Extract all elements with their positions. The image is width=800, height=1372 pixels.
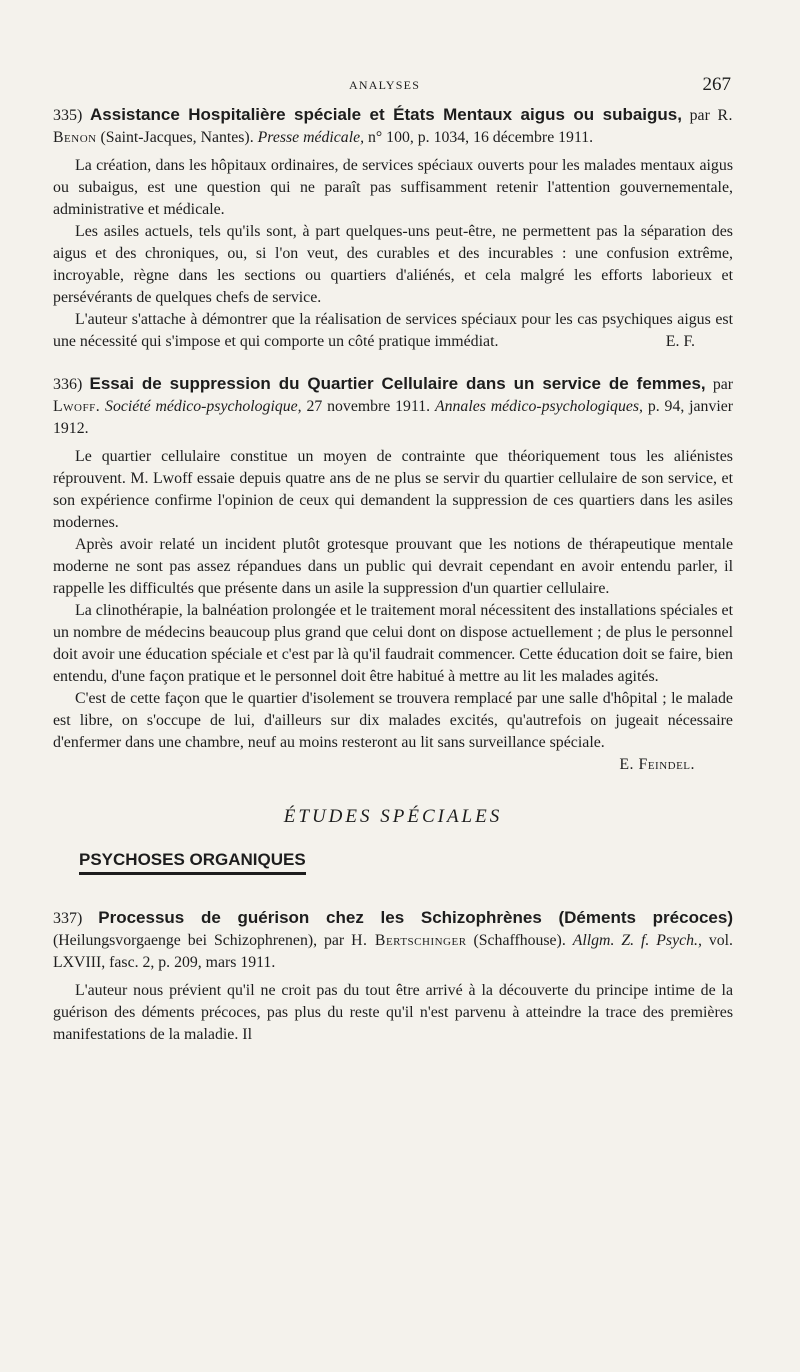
abstract-paragraph: La création, dans les hôpitaux ordinaires, de services spéciaux ouverts pour les malades mentaux aigus ou subaigus, est une question qui ne paraît pas suffisamment retenir l'attention gouvernementale, administrative et médicale. [53,157,733,218]
entry-by: par [689,107,710,124]
entry-citation-2: p. 94, janvier 1912. [53,398,734,437]
entry-journal: Allgm. Z. f. Psych., [572,932,702,949]
entry-journal: Société médico-psychologique, [105,398,302,415]
entry-number: 335) [53,107,83,124]
entry-citation: 27 novembre 1911. [306,398,431,415]
entry-by: par [324,932,345,949]
abstract-paragraph [53,688,733,773]
entry-number: 337) [53,910,83,927]
abstract-signature: E. Feindel. [619,756,695,773]
entry-title: Assistance Hospitalière spéciale et États Mentaux aigus ou subaigus, [90,105,682,124]
entry-affiliation: (Schaffhouse). [473,932,566,949]
entry-affiliation: (Saint-Jacques, Nantes). [100,129,254,146]
entry-author: R. Benon [53,107,734,146]
abstract-paragraph: Le quartier cellulaire constitue un moyen de contrainte que théoriquement tous les aliénistes réprouvent. M. Lwoff essaie depuis quatre ans de ne plus se servir du quartier cellulaire de son service, et son expérience confirme l'opinion de ceux qui demandent la suppression de ces quartiers dans les asiles modernes. [53,448,733,531]
page-header [53,74,733,100]
abstract-335 [53,104,733,353]
entry-by: par [712,376,734,393]
page-content [53,104,733,1046]
running-head: ANALYSES [349,78,421,92]
page [53,0,733,1372]
abstract-336 [53,373,734,773]
entry-author: H. Bertschinger [351,932,467,949]
page-number: 267 [702,74,731,95]
section-subtitle: PSYCHOSES ORGANIQUES [79,850,306,875]
entry-title: Processus de guérison chez les Schizophrènes (Déments précoces) [98,908,733,927]
abstract-337 [53,907,733,1046]
entry-number: 336) [53,376,83,393]
entry-journal: Presse médicale, [257,129,365,146]
abstract-paragraph: L'auteur nous prévient qu'il ne croit pas du tout être arrivé à la découverte du principe intime de la guérison des déments précoces, pas plus du reste qu'il n'est parvenu à atteindre la trace des premières manifestations de la maladie. Il [53,982,733,1043]
entry-heading [53,907,733,974]
entry-heading [53,104,733,149]
entry-author: Lwoff. [53,398,101,415]
abstract-paragraph-text: L'auteur s'attache à démontrer que la réalisation de services spéciaux pour les cas psychiques aigus est une nécessité qui s'impose et qui comporte un côté pratique immédiat. [53,311,733,350]
abstract-paragraph: La clinothérapie, la balnéation prolongée et le traitement moral nécessitent des installations spéciales et un nombre de médecins beaucoup plus grand que celui dont on dispose actuellement ; de plus le personnel doit avoir une éducation spéciale et c'est par là qu'il faudrait commencer. Cette éducation doit se faire, bien entendu, d'une façon pratique et le personnel doit être habitué à mettre au lit les malades agités. [53,602,733,685]
entry-subtitle: (Heilungsvorgaenge bei Schizophrenen), [53,932,318,949]
abstract-paragraph [53,309,733,353]
abstract-signature: E. F. [665,333,695,350]
abstract-paragraph: Les asiles actuels, tels qu'ils sont, à part quelques-uns peut-être, ne permettent pas la séparation des aigus et des chroniques, ou, si l'on veut, des curables et des incurables : une confusion extrême, incroyable, règne dans les sections ou quartiers d'aliénés, et cela malgré les efforts laborieux et persévérants de quelques chefs de service. [53,223,733,306]
entry-citation: vol. LXVIII, fasc. 2, p. 209, mars 1911. [53,932,733,971]
section-title: ÉTUDES SPÉCIALES [283,806,503,827]
abstract-paragraph-text: C'est de cette façon que le quartier d'isolement se trouvera remplacé par une salle d'hôpital ; le malade est libre, on s'occupe de lui, d'ailleurs sur dix malades excités, qu'autrefois on jugeait nécessaire d'enfermer dans une chambre, neuf au moins resteront au lit sans surveillance spéciale. [53,690,733,751]
entry-heading [53,373,733,440]
entry-title: Essai de suppression du Quartier Cellulaire dans un service de femmes, [89,374,706,393]
abstract-paragraph: Après avoir relaté un incident plutôt grotesque prouvant que les notions de thérapeutique mentale moderne ne sont pas assez répandues dans un public qui devrait cependant en avoir entendu parler, il rappelle les difficultés que présente dans un asile la suppression d'un quartier cellulaire. [53,536,733,597]
entry-citation: n° 100, p. 1034, 16 décembre 1911. [368,129,594,146]
entry-journal-2: Annales médico-psychologiques, [434,398,643,415]
